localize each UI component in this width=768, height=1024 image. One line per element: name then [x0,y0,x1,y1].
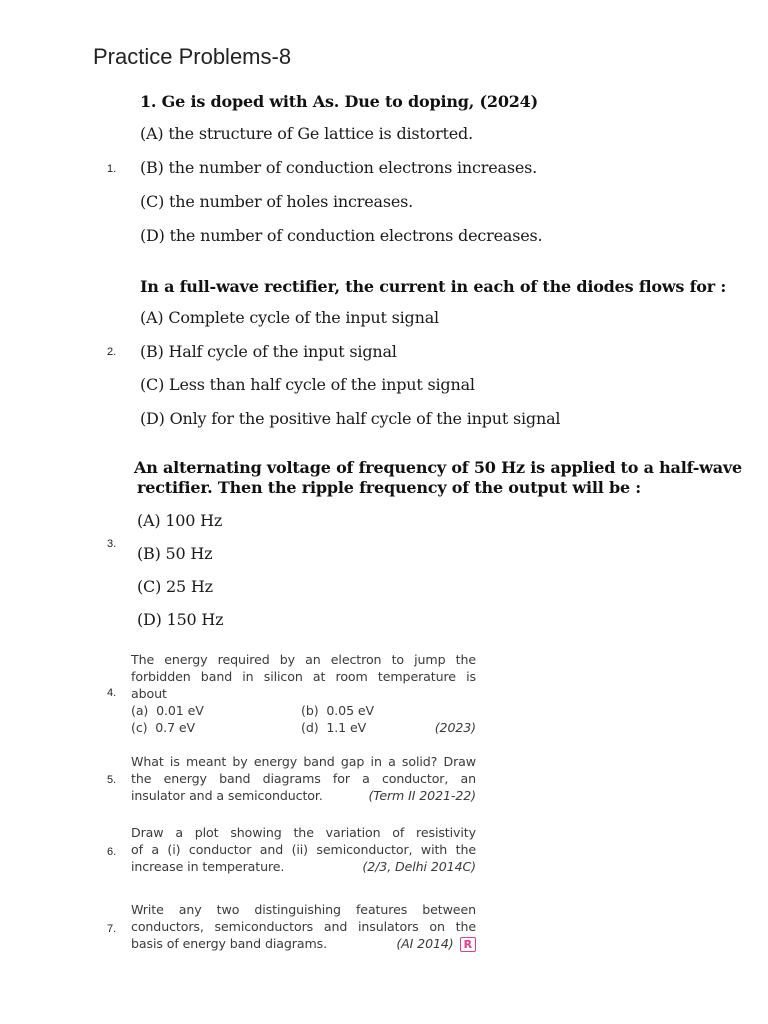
question-2-option-a: (A) Complete cycle of the input signal [140,308,439,327]
question-7-line-2: conductors, semiconductors and insulators on the [131,919,476,934]
question-7-line-1: Write any two distinguishing features between [131,902,476,917]
question-7-last-line: basis of energy band diagrams. [131,936,327,951]
question-1-option-a: (A) the structure of Ge lattice is distorted. [140,124,473,143]
question-3-option-a: (A) 100 Hz [137,511,223,530]
question-4-line-3: about [131,686,167,701]
question-4-option-c: 0.7 eV [155,720,196,735]
question-4-option-c-label: (c) [131,720,148,735]
question-3-number: 3. [107,538,117,550]
question-6-line-3 [131,858,476,875]
page-title: Practice Problems-8 [93,44,292,69]
question-2-number: 2. [107,346,117,358]
question-4-option-a-label: (a) [131,703,149,718]
question-2-option-d: (D) Only for the positive half cycle of the input signal [140,409,561,428]
question-7-number: 7. [107,923,117,935]
question-3-option-d: (D) 150 Hz [137,610,224,629]
question-3-stem-line-1: An alternating voltage of frequency of 50 Hz is applied to a half-wave [134,458,742,477]
question-1-option-d: (D) the number of conduction electrons decreases. [140,226,543,245]
question-5-last-line: insulator and a semiconductor. [131,788,323,803]
question-6 [131,824,476,875]
question-3-option-b: (B) 50 Hz [137,544,213,563]
question-4-line-1: The energy required by an electron to jump the [131,652,476,667]
question-6-number: 6. [107,846,117,858]
question-4-option-d-label: (d) [301,720,319,735]
question-5 [131,753,476,804]
question-5-line-3 [131,787,476,804]
question-1-number: 1. [107,163,117,175]
question-5-number: 5. [107,774,117,786]
question-4-option-d: 1.1 eV [326,720,367,735]
question-2-option-b: (B) Half cycle of the input signal [140,342,397,361]
question-4-line-2: forbidden band in silicon at room temperature is [131,669,476,684]
question-6-line-1: Draw a plot showing the variation of resistivity [131,825,476,840]
question-6-source: (2/3, Delhi 2014C) [362,859,476,874]
question-4-option-b: 0.05 eV [326,703,375,718]
repeated-question-badge: R [460,937,476,952]
question-1-stem: 1. Ge is doped with As. Due to doping, (2024) [140,92,538,111]
question-3-option-c: (C) 25 Hz [137,577,213,596]
question-2-option-c: (C) Less than half cycle of the input signal [140,375,475,394]
question-4-options-row-2 [131,719,476,736]
question-4-option-b-label: (b) [301,703,319,718]
question-6-last-line: increase in temperature. [131,859,285,874]
question-4-options-row-1 [131,702,476,719]
question-4 [131,651,476,736]
question-5-line-1: What is meant by energy band gap in a solid? Draw [131,754,476,769]
question-7-source: (AI 2014) [396,936,454,951]
question-4-source: (2023) [434,720,476,735]
question-5-line-2: the energy band diagrams for a conductor, an [131,771,476,786]
question-7-line-3 [131,935,476,952]
question-5-source: (Term II 2021-22) [368,788,476,803]
question-3-stem-line-2: rectifier. Then the ripple frequency of the output will be : [137,478,642,497]
question-4-option-a: 0.01 eV [156,703,204,718]
question-1-option-c: (C) the number of holes increases. [140,192,414,211]
question-6-line-2: of a (i) conductor and (ii) semiconductor, with the [131,842,476,857]
question-1-option-b: (B) the number of conduction electrons increases. [140,158,538,177]
question-2-stem: In a full-wave rectifier, the current in each of the diodes flows for : [140,277,727,296]
question-7 [131,901,476,952]
question-4-number: 4. [107,687,117,699]
